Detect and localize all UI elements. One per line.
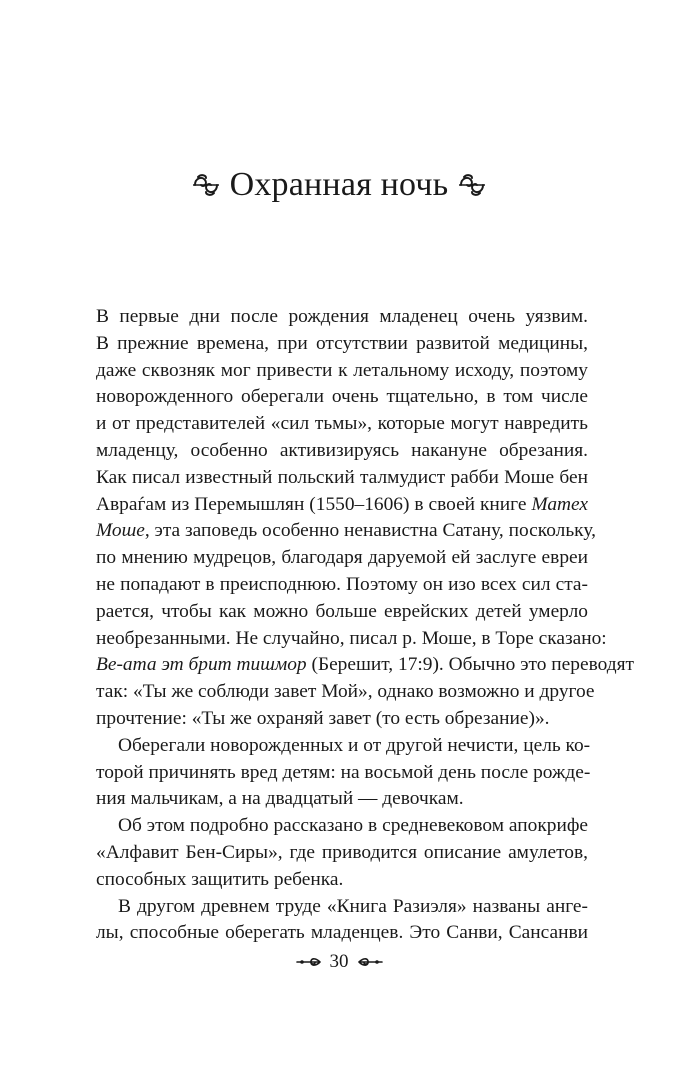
text-line: даже сквозняк мог привести к летальному исходу, поэтому bbox=[96, 359, 588, 381]
text-fragment: (Берешит, 17:9). Обычно это переводят bbox=[306, 654, 634, 676]
text-line: способных защитить ребенка. bbox=[96, 868, 344, 890]
text-line: Об этом подробно рассказано в средневековом апокрифе bbox=[118, 815, 588, 837]
text-line: Как писал известный польский талмудист рабби Моше бен bbox=[96, 466, 588, 488]
text-fragment: , эта заповедь особенно ненавистна Сатану, поскольку, bbox=[144, 520, 596, 542]
fleuron-ornament-icon bbox=[192, 172, 220, 198]
book-title-italic: Матех bbox=[531, 493, 588, 515]
quote-italic: Ве-ата эт брит тишмор bbox=[96, 654, 307, 676]
text-line: Оберегали новорожденных и от другой нечисти, цель ко- bbox=[118, 734, 591, 756]
text-line: В другом древнем труде «Книга Разиэля» названы анге- bbox=[118, 895, 588, 917]
text-line: младенцу, особенно активизируясь накануне обрезания. bbox=[96, 439, 588, 461]
body-text bbox=[96, 304, 634, 947]
text-line: рается, чтобы как можно больше еврейских детей умерло bbox=[96, 600, 588, 622]
text-line: так: «Ты же соблюди завет Мой», однако возможно и другое bbox=[96, 681, 595, 703]
book-title-italic: Моше bbox=[96, 520, 145, 542]
text-line: прочтение: «Ты же охраняй завет (то есть обрезание)». bbox=[96, 707, 550, 729]
chapter-title: Охранная ночь bbox=[229, 166, 449, 203]
page-number: 30 bbox=[329, 951, 349, 972]
text-line: лы, способные оберегать младенцев. Это Санви, Сансанви bbox=[96, 922, 588, 944]
text-line: новорожденного оберегали очень тщательно, в том числе bbox=[96, 386, 588, 408]
text-line bbox=[96, 652, 634, 679]
page-footer bbox=[0, 950, 678, 974]
text-line: В прежние времена, при отсутствии развитой медицины, bbox=[96, 332, 588, 354]
flourish-right-icon bbox=[357, 955, 383, 969]
text-line: «Алфавит Бен-Сиры», где приводится описание амулетов, bbox=[96, 841, 588, 863]
text-line bbox=[96, 492, 588, 519]
text-line: не попадают в преисподнюю. Поэтому он изо всех сил ста- bbox=[96, 573, 588, 595]
text-line: ния мальчикам, а на двадцатый — девочкам. bbox=[96, 788, 464, 810]
text-line: В первые дни после рождения младенец очень уязвим. bbox=[96, 306, 588, 327]
text-line: торой причинять вред детям: на восьмой день после рожде- bbox=[96, 761, 591, 783]
text-line bbox=[96, 518, 596, 545]
fleuron-ornament-icon bbox=[458, 172, 486, 198]
text-line: по мнению мудрецов, благодаря даруемой ей заслуге евреи bbox=[96, 547, 588, 569]
text-fragment: Авраѓам из Перемышлян (1550–1606) в своей книге bbox=[96, 493, 527, 515]
text-line: и от представителей «сил тьмы», которые могут навредить bbox=[96, 413, 588, 435]
flourish-left-icon bbox=[296, 955, 322, 969]
text-line: необрезанными. Не случайно, писал р. Моше, в Торе сказано: bbox=[96, 627, 607, 649]
chapter-heading bbox=[0, 163, 678, 207]
